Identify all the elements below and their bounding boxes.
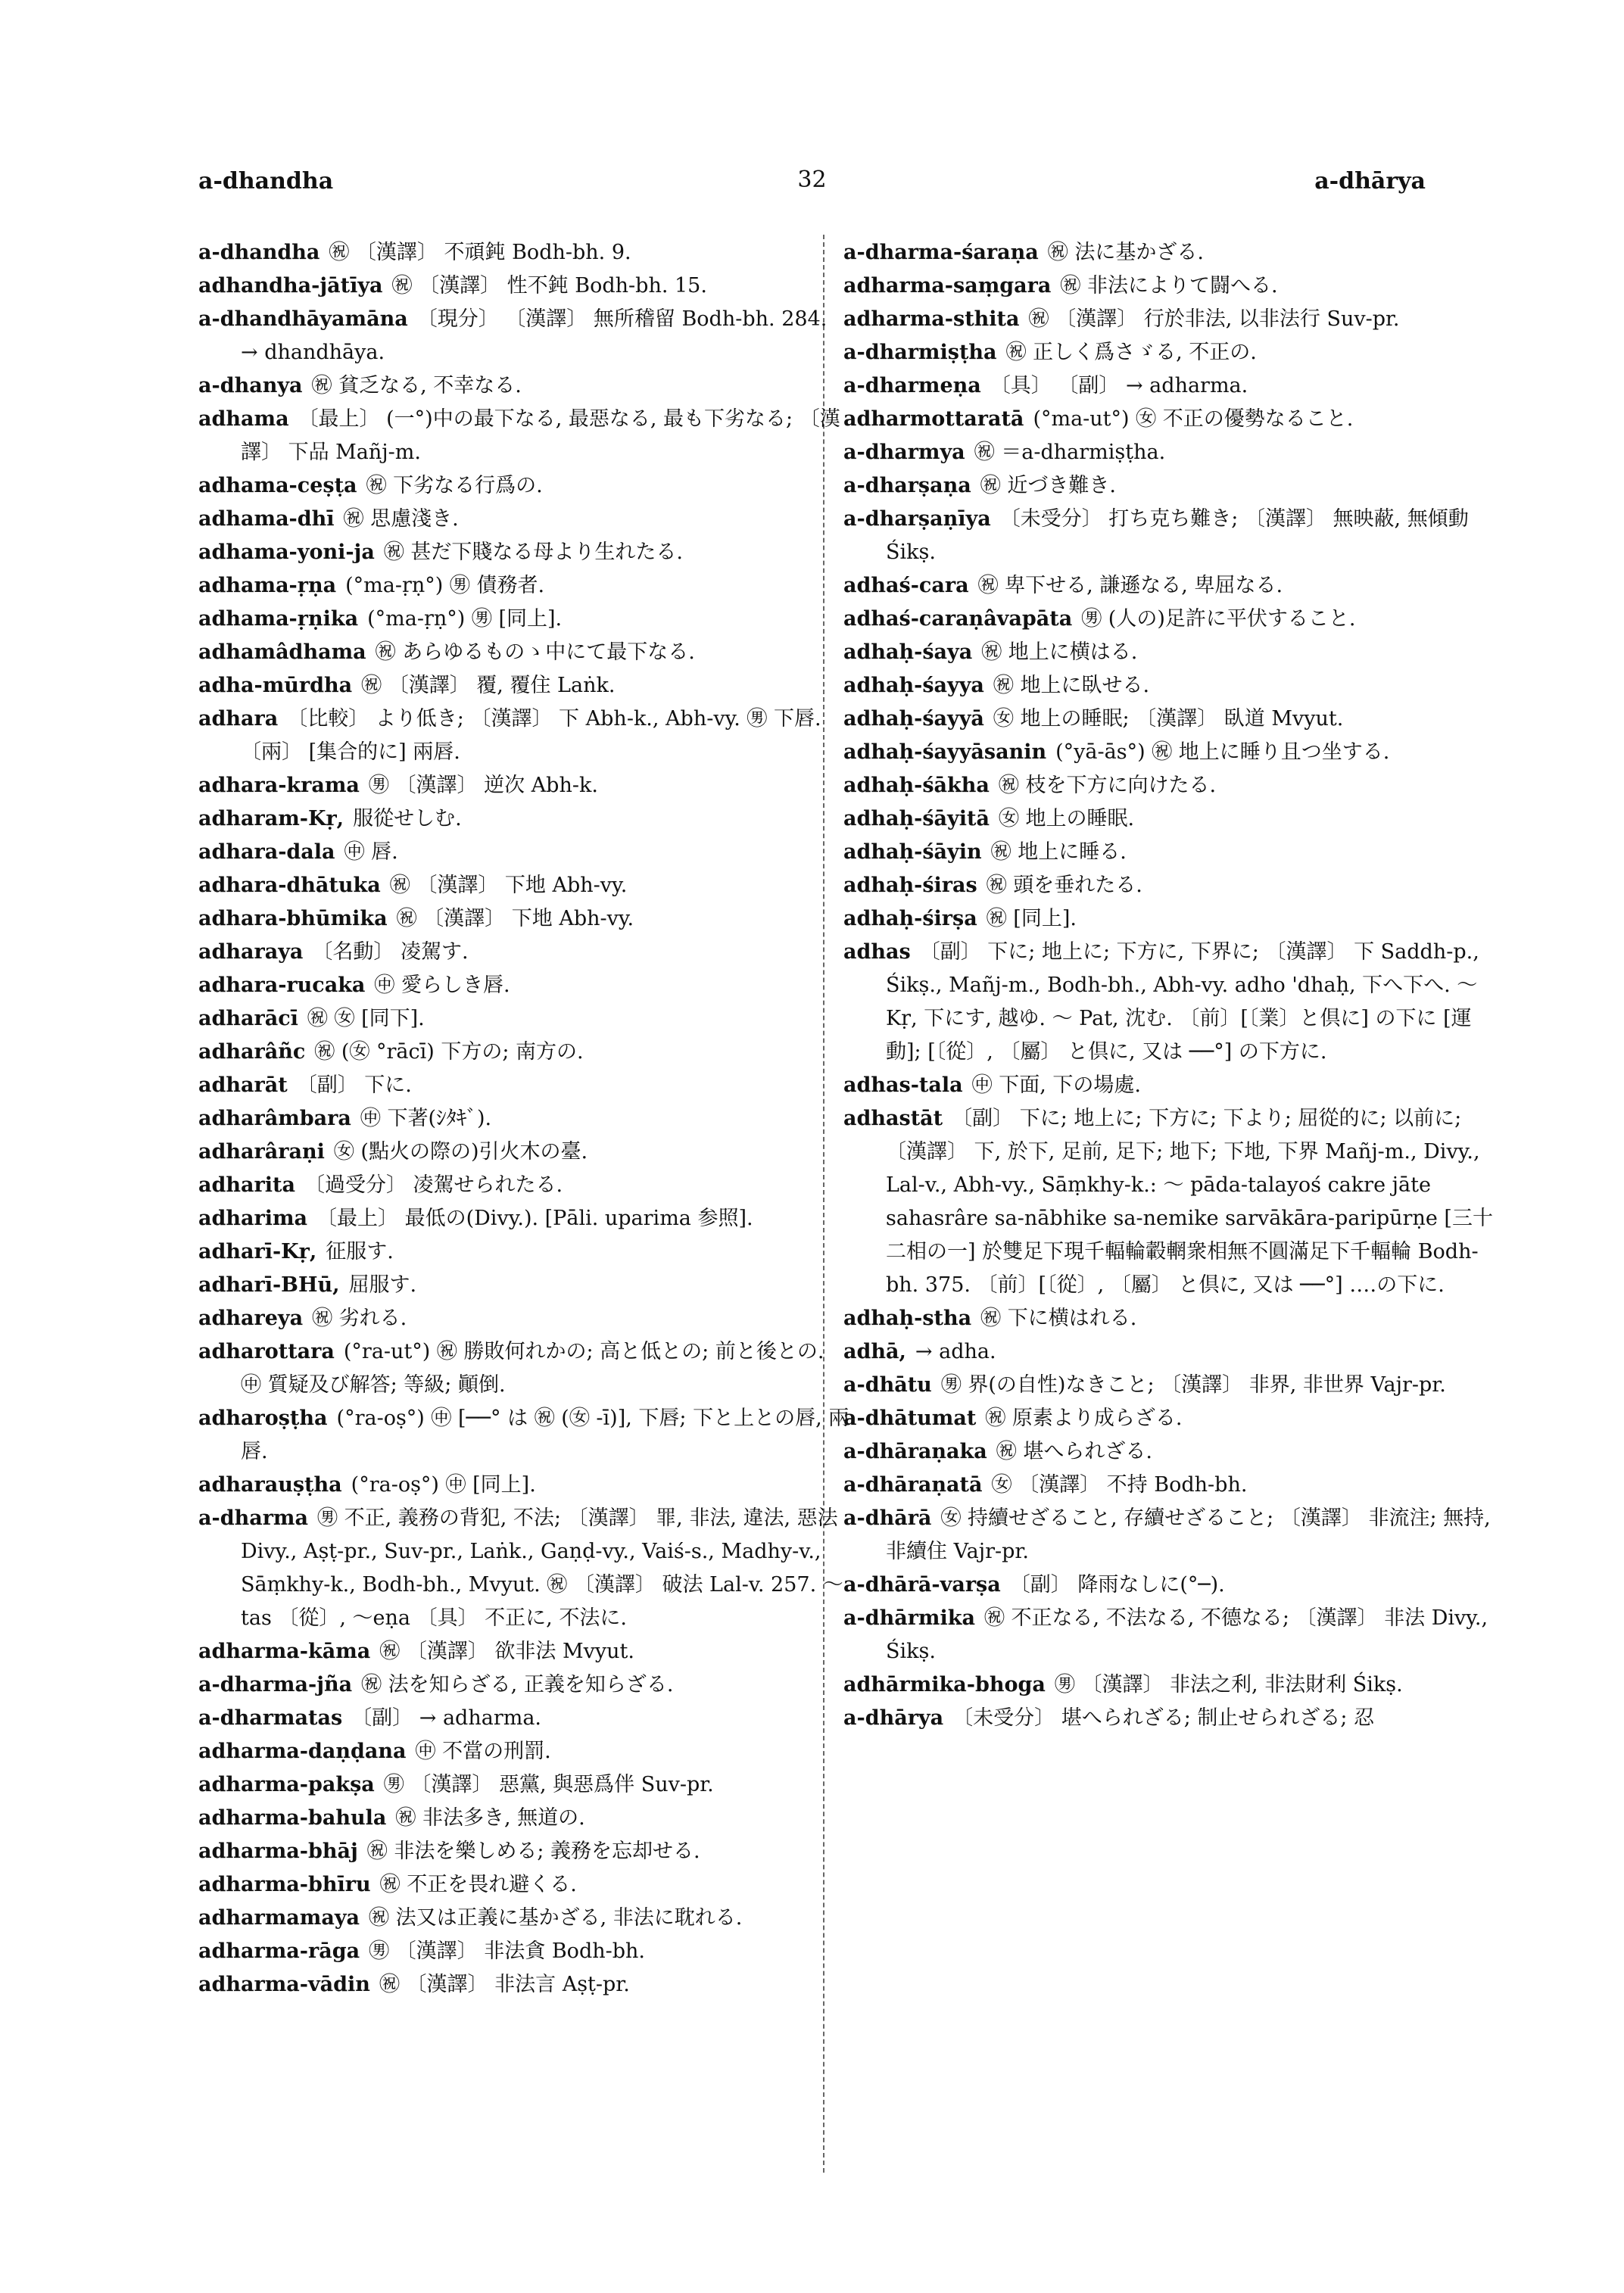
dictionary-entry bbox=[843, 936, 1495, 1069]
entry-headword: a-dharmatas bbox=[198, 1706, 343, 1730]
dictionary-entry bbox=[843, 902, 1495, 936]
entry-headword: adhama-ṛṇika bbox=[198, 607, 359, 631]
entry-headword: adharma-sthita bbox=[843, 307, 1020, 331]
entry-headword: a-dharmya bbox=[843, 441, 965, 464]
dictionary-entry bbox=[198, 1668, 849, 1702]
entry-definition: 〔副〕 降雨なしに(°─). bbox=[1009, 1573, 1225, 1597]
entry-definition: 〔未受分〕 打ち克ち難き; 〔漢譯〕 無映蔽, 無傾動 Śikṣ. bbox=[886, 507, 1469, 564]
entry-headword: adhā, bbox=[843, 1340, 906, 1363]
dictionary-entry bbox=[198, 1768, 849, 1802]
entry-definition: ㊗ (㊛ °rācī) 下方の; 南方の. bbox=[314, 1040, 584, 1064]
entry-headword: adhaś-caraṇâvapāta bbox=[843, 607, 1073, 631]
dictionary-entry bbox=[843, 1569, 1495, 1602]
dictionary-entry bbox=[198, 1136, 849, 1169]
entry-definition: ㊗ 法に基かざる. bbox=[1047, 241, 1204, 264]
dictionary-entry bbox=[843, 1668, 1495, 1702]
entry-definition: ㊚ (人の)足許に平伏すること. bbox=[1081, 607, 1356, 631]
entry-definition: 〔副〕 下に; 地上に; 下方に; 下より; 屈從的に; 以前に; 〔漢譯〕 下, 於下, 足前, 足下; 地下; 下地, 下界 Mañj-m., Divy., Lal-v., Abh-vy., Sāṃkhy-k.: ～ pāda-talayoś cakre jāte sahasrâre sa-nābhike sa-nemike sarvākāra-paripūrṇe [三十二相の一] 於雙足下現千輻輪轂輞衆相無不圓滿足下千輻輪 Bodh-bh. 375. 〔前〕[〔從〕, 〔屬〕 と倶に, 又は ──°] ‥‥の下に. bbox=[886, 1107, 1493, 1297]
entry-headword: adharima bbox=[198, 1207, 308, 1230]
entry-headword: adharī-Kṛ, bbox=[198, 1240, 317, 1263]
dictionary-entry bbox=[198, 1302, 849, 1335]
dictionary-entry bbox=[843, 236, 1495, 269]
dictionary-entry bbox=[198, 469, 849, 503]
dictionary-entry bbox=[198, 1269, 849, 1302]
entry-headword: adhama-yoni-ja bbox=[198, 541, 375, 564]
dictionary-entry bbox=[843, 802, 1495, 836]
right-column bbox=[843, 236, 1495, 1735]
entry-definition: 〔副〕 下に. bbox=[296, 1073, 412, 1097]
dictionary-entry bbox=[198, 1235, 849, 1269]
entry-headword: adharâraṇi bbox=[198, 1140, 325, 1164]
entry-headword: adhandha-jātīya bbox=[198, 274, 383, 298]
entry-headword: adharma-bhīru bbox=[198, 1873, 371, 1896]
entry-headword: a-dhāraṇaka bbox=[843, 1440, 987, 1463]
entry-headword: adharma-vādin bbox=[198, 1973, 370, 1996]
entry-headword: adhama bbox=[198, 407, 289, 431]
entry-headword: adhaś-cara bbox=[843, 574, 969, 597]
entry-headword: adharma-pakṣa bbox=[198, 1773, 375, 1796]
entry-headword: a-dhanya bbox=[198, 374, 303, 397]
dictionary-entry bbox=[198, 1102, 849, 1136]
entry-headword: adhas-tala bbox=[843, 1073, 963, 1097]
entry-headword: adhaḥ-śayyā bbox=[843, 707, 984, 731]
dictionary-entry bbox=[198, 636, 849, 669]
entry-definition: 〔副〕 → adharma. bbox=[351, 1706, 542, 1730]
dictionary-entry bbox=[198, 902, 849, 936]
dictionary-entry bbox=[843, 303, 1495, 336]
dictionary-entry bbox=[198, 1202, 849, 1235]
dictionary-entry bbox=[198, 1069, 849, 1102]
entry-definition: ㊗ 地上に睡る. bbox=[990, 840, 1127, 864]
entry-definition: ㊚ 〔漢譯〕 惡黨, 與惡爲伴 Suv-pr. bbox=[383, 1773, 714, 1796]
entry-headword: adharma-saṃgara bbox=[843, 274, 1052, 298]
dictionary-entry bbox=[198, 1335, 849, 1402]
entry-definition: ㊛ 地上の睡眠. bbox=[998, 807, 1135, 830]
entry-headword: adhas bbox=[843, 940, 911, 964]
entry-definition: ㊗ 地上に臥せる. bbox=[993, 674, 1150, 697]
entry-definition: ㊚ 〔漢譯〕 逆次 Abh-k. bbox=[368, 774, 598, 797]
dictionary-entry bbox=[843, 1369, 1495, 1402]
dictionary-entry bbox=[198, 769, 849, 802]
dictionary-entry bbox=[198, 703, 849, 769]
entry-headword: adhaḥ-śayya bbox=[843, 674, 984, 697]
entry-headword: a-dharma-jña bbox=[198, 1673, 353, 1696]
entry-definition: ㊗ 〔漢譯〕 性不鈍 Bodh-bh. 15. bbox=[391, 274, 707, 298]
entry-definition: ㊗ 貧乏なる, 不幸なる. bbox=[311, 374, 522, 397]
entry-headword: a-dhārā bbox=[843, 1506, 932, 1530]
dictionary-entry bbox=[198, 403, 849, 469]
dictionary-entry bbox=[198, 269, 849, 303]
entry-definition: ㊗ あらゆるものゝ中にて最下なる. bbox=[375, 640, 695, 664]
entry-headword: adharâñc bbox=[198, 1040, 306, 1064]
entry-definition: 〔名動〕 凌駕す. bbox=[312, 940, 469, 964]
dictionary-entry bbox=[198, 969, 849, 1002]
dictionary-entry bbox=[198, 1802, 849, 1835]
entry-headword: adhara-rucaka bbox=[198, 974, 366, 997]
entry-definition: ㊗ 〔漢譯〕 覆, 覆住 Laṅk. bbox=[361, 674, 616, 697]
dictionary-entry bbox=[843, 1069, 1495, 1102]
page-header bbox=[198, 168, 1426, 198]
entry-headword: adhara-krama bbox=[198, 774, 360, 797]
entry-definition: ㊚ 〔漢譯〕 非法貪 Bodh-bh. bbox=[369, 1939, 645, 1963]
entry-headword: adhareya bbox=[198, 1307, 304, 1330]
entry-definition: ㊥ 愛らしき唇. bbox=[374, 974, 510, 997]
entry-definition: 征服す. bbox=[326, 1240, 394, 1263]
entry-definition: ㊗ 非法によりて闘へる. bbox=[1060, 274, 1278, 298]
dictionary-entry bbox=[843, 369, 1495, 403]
entry-definition: ㊗ 枝を下方に向けたる. bbox=[998, 774, 1217, 797]
entry-headword: adharâmbara bbox=[198, 1107, 351, 1130]
entry-headword: adharmamaya bbox=[198, 1906, 360, 1930]
entry-headword: adhaḥ-śiras bbox=[843, 874, 977, 897]
dictionary-entry bbox=[843, 636, 1495, 669]
dictionary-entry bbox=[198, 1735, 849, 1768]
entry-definition: ㊗ 〔漢譯〕 不頑鈍 Bodh-bh. 9. bbox=[329, 241, 631, 264]
entry-headword: adharmottaratā bbox=[843, 407, 1024, 431]
dictionary-entry bbox=[843, 869, 1495, 902]
entry-definition: ㊛ (點火の際の)引火木の臺. bbox=[333, 1140, 588, 1164]
entry-headword: a-dhāraṇatā bbox=[843, 1473, 983, 1497]
entry-definition: ㊗ 下劣なる行爲の. bbox=[366, 474, 543, 497]
entry-definition: ㊛ 持續せざること, 存續せざること; 〔漢譯〕 非流注; 無持, 非續住 Vajr-pr. bbox=[886, 1506, 1491, 1563]
entry-definition: ㊗ 劣れる. bbox=[312, 1307, 407, 1330]
dictionary-entry bbox=[843, 836, 1495, 869]
entry-definition: ㊗ 〔漢譯〕 行於非法, 以非法行 Suv-pr. bbox=[1028, 307, 1400, 331]
entry-headword: a-dhandha bbox=[198, 241, 320, 264]
entry-definition: (°yā-ās°) ㊗ 地上に睡り且つ坐する. bbox=[1055, 740, 1390, 764]
entry-headword: adharauṣṭha bbox=[198, 1473, 342, 1497]
dictionary-entry bbox=[843, 469, 1495, 503]
dictionary-entry bbox=[198, 1635, 849, 1668]
entry-definition: ㊗ 〔漢譯〕 下地 Abh-vy. bbox=[396, 907, 634, 930]
dictionary-entry bbox=[198, 869, 849, 902]
entry-headword: a-dhātu bbox=[843, 1373, 932, 1397]
dictionary-entry bbox=[843, 1435, 1495, 1469]
entry-headword: a-dhārmika bbox=[843, 1606, 975, 1630]
dictionary-entry bbox=[198, 503, 849, 536]
entry-definition: ㊗ 堪へられざる. bbox=[996, 1440, 1152, 1463]
entry-definition: (°ma-ṛṇ°) ㊚ [同上]. bbox=[367, 607, 563, 631]
dictionary-entry bbox=[843, 769, 1495, 802]
entry-headword: a-dhandhāyamāna bbox=[198, 307, 408, 331]
dictionary-entry bbox=[198, 1002, 849, 1036]
entry-definition: ㊗ 法又は正義に基かざる, 非法に耽れる. bbox=[369, 1906, 743, 1930]
entry-headword: adhaḥ-śākha bbox=[843, 774, 990, 797]
entry-headword: adhaḥ-śāyitā bbox=[843, 807, 990, 830]
dictionary-entry bbox=[198, 1402, 849, 1469]
dictionary-entry bbox=[843, 603, 1495, 636]
dictionary-entry bbox=[198, 802, 849, 836]
dictionary-entry bbox=[198, 836, 849, 869]
dictionary-entry bbox=[198, 1902, 849, 1935]
entry-headword: a-dharmiṣṭha bbox=[843, 341, 997, 364]
entry-headword: adhara-bhūmika bbox=[198, 907, 388, 930]
entry-definition: (°ra-ut°) ㊗ 勝敗何れかの; 高と低との; 前と後との. ㊥ 質疑及び解答; 等級; 顚倒. bbox=[241, 1340, 824, 1397]
dictionary-entry bbox=[843, 1469, 1495, 1502]
entry-headword: adharāt bbox=[198, 1073, 288, 1097]
dictionary-entry bbox=[198, 1469, 849, 1502]
entry-definition: ㊚ 不正, 義務の背犯, 不法; 〔漢譯〕 罪, 非法, 違法, 惡法 Divy., Aṣṭ-pr., Suv-pr., Laṅk., Gaṇḍ-vy., Vaiś-s., Madhy-v., Sāṃkhy-k., Bodh-bh., Mvyut. ㊗ 〔漢譯〕 破法 Lal-v. 257. ～tas 〔從〕, ～eṇa 〔具〕 不正に, 不法に. bbox=[241, 1506, 843, 1630]
entry-definition: ㊗ 非法を樂しめる; 義務を忘却せる. bbox=[366, 1840, 700, 1863]
entry-headword: a-dharmeṇa bbox=[843, 374, 981, 397]
entry-definition: ㊥ 不當の刑罰. bbox=[415, 1740, 551, 1763]
entry-definition: ㊗ 甚だ下賤なる母より生れたる. bbox=[383, 541, 683, 564]
dictionary-entry bbox=[843, 503, 1495, 569]
entry-definition: ㊥ 下著(ｼﾀｷﾞ). bbox=[360, 1107, 492, 1130]
entry-definition: ㊛ 地上の睡眠; 〔漢譯〕 臥道 Mvyut. bbox=[993, 707, 1344, 731]
dictionary-entry bbox=[843, 336, 1495, 369]
entry-definition: (°ma-ut°) ㊛ 不正の優勢なること. bbox=[1033, 407, 1354, 431]
entry-headword: adharita bbox=[198, 1173, 295, 1197]
entry-headword: a-dhārya bbox=[843, 1706, 944, 1730]
dictionary-entry bbox=[843, 736, 1495, 769]
entry-headword: adhaḥ-stha bbox=[843, 1307, 972, 1330]
entry-headword: adharma-bahula bbox=[198, 1806, 387, 1830]
dictionary-entry bbox=[198, 1169, 849, 1202]
entry-headword: a-dhātumat bbox=[843, 1407, 977, 1430]
dictionary-entry bbox=[843, 1302, 1495, 1335]
entry-definition: 屈服す. bbox=[348, 1273, 417, 1297]
entry-definition: ㊗ 原素より成らざる. bbox=[985, 1407, 1183, 1430]
entry-headword: adhastāt bbox=[843, 1107, 943, 1130]
entry-definition: ㊗ 思慮淺き. bbox=[343, 507, 459, 531]
dictionary-entry bbox=[843, 1502, 1495, 1569]
left-column bbox=[198, 236, 849, 2002]
dictionary-entry bbox=[198, 236, 849, 269]
dictionary-entry bbox=[198, 936, 849, 969]
entry-headword: adhārmika-bhoga bbox=[843, 1673, 1046, 1696]
entry-definition: 〔副〕 下に; 地上に; 下方に, 下界に; 〔漢譯〕 下 Saddh-p., Śikṣ., Mañj-m., Bodh-bh., Abh-vy. adho 'dhaḥ, 下へ下へ. ～ Kṛ, 下にす, 越ゆ. ～ Pat, 沈む. 〔前〕[〔業〕と倶に] の下に [運動]; [〔從〕, 〔屬〕 と倶に, 又は ──°] の下方に. bbox=[886, 940, 1479, 1064]
entry-definition: ㊗ 地上に横はる. bbox=[981, 640, 1138, 664]
entry-headword: adharma-bhāj bbox=[198, 1840, 358, 1863]
entry-headword: adha-mūrdha bbox=[198, 674, 353, 697]
dictionary-entry bbox=[198, 1502, 849, 1635]
dictionary-entry bbox=[198, 669, 849, 703]
entry-headword: a-dharṣaṇa bbox=[843, 474, 971, 497]
entry-definition: ㊗ 正しく爲さゞる, 不正の. bbox=[1005, 341, 1257, 364]
entry-headword: adhaḥ-śayyāsanin bbox=[843, 740, 1047, 764]
dictionary-entry bbox=[198, 1935, 849, 1968]
entry-definition: ㊗ 不正を畏れ避くる. bbox=[379, 1873, 577, 1896]
entry-definition: ㊚ 界(の自性)なきこと; 〔漢譯〕 非界, 非世界 Vajr-pr. bbox=[940, 1373, 1446, 1397]
entry-definition: → adha. bbox=[915, 1340, 996, 1363]
dictionary-entry bbox=[198, 1868, 849, 1902]
entry-headword: adharī-BHū, bbox=[198, 1273, 340, 1297]
header-right-guide-word: a-dhārya bbox=[1314, 168, 1426, 195]
dictionary-entry bbox=[198, 303, 849, 369]
entry-headword: adharoṣṭha bbox=[198, 1407, 328, 1430]
entry-headword: adhaḥ-śirṣa bbox=[843, 907, 977, 930]
entry-definition: (°ra-oṣ°) ㊥ [──° は ㊗ (㊛ -ī)], 下唇; 下と上との唇, 兩唇. bbox=[241, 1407, 849, 1463]
entry-headword: adharma-kāma bbox=[198, 1640, 371, 1663]
entry-definition: ㊗ 近づき難き. bbox=[980, 474, 1116, 497]
dictionary-entry bbox=[843, 403, 1495, 436]
entry-headword: a-dharṣaṇīya bbox=[843, 507, 991, 531]
entry-definition: 〔過受分〕 凌駕せられたる. bbox=[304, 1173, 563, 1197]
entry-definition: ㊗ 卑下せる, 謙遜なる, 卑屈なる. bbox=[977, 574, 1283, 597]
entry-definition: 〔最上〕 (一°)中の最下なる, 最惡なる, 最も下劣なる; 〔漢譯〕 下品 Mañj-m. bbox=[241, 407, 840, 464]
entry-definition: 〔未受分〕 堪へられざる; 制止せられざる; 忍 bbox=[952, 1706, 1375, 1730]
entry-definition: ㊗ 〔漢譯〕 下地 Abh-vy. bbox=[389, 874, 628, 897]
entry-headword: a-dharma bbox=[198, 1506, 308, 1530]
dictionary-entry bbox=[198, 1835, 849, 1868]
entry-headword: adhama-ṛṇa bbox=[198, 574, 337, 597]
entry-headword: a-dhārā-varṣa bbox=[843, 1573, 1001, 1597]
entry-definition: ㊗ 非法多き, 無道の. bbox=[395, 1806, 585, 1830]
dictionary-entry bbox=[198, 1968, 849, 2002]
entry-headword: adhamâdhama bbox=[198, 640, 366, 664]
entry-definition: ㊚ 〔漢譯〕 非法之利, 非法財利 Śikṣ. bbox=[1054, 1673, 1403, 1696]
entry-headword: adhama-dhī bbox=[198, 507, 335, 531]
entry-headword: adhaḥ-śaya bbox=[843, 640, 973, 664]
entry-headword: adhama-ceṣṭa bbox=[198, 474, 357, 497]
entry-definition: ㊗ ㊛ [同下]. bbox=[307, 1007, 425, 1030]
entry-definition: ㊥ 唇. bbox=[344, 840, 398, 864]
entry-definition: ㊥ 下面, 下の場處. bbox=[971, 1073, 1141, 1097]
entry-definition: 〔比較〕 より低き; 〔漢譯〕 下 Abh-k., Abh-vy. ㊚ 下唇. 〔兩〕 [集合的に] 兩唇. bbox=[241, 707, 821, 764]
entry-definition: 服從せしむ. bbox=[353, 807, 462, 830]
dictionary-entry bbox=[843, 1402, 1495, 1435]
dictionary-entry bbox=[198, 1702, 849, 1735]
page-number: 32 bbox=[797, 167, 827, 193]
entry-headword: adharam-Kṛ, bbox=[198, 807, 344, 830]
entry-headword: adharācī bbox=[198, 1007, 298, 1030]
dictionary-entry bbox=[198, 369, 849, 403]
entry-definition: 〔具〕 〔副〕 → adharma. bbox=[990, 374, 1248, 397]
entry-headword: adharma-daṇḍana bbox=[198, 1740, 407, 1763]
entry-headword: adharottara bbox=[198, 1340, 335, 1363]
entry-definition: (°ra-oṣ°) ㊥ [同上]. bbox=[351, 1473, 536, 1497]
dictionary-entry bbox=[843, 1335, 1495, 1369]
entry-definition: ㊗ ＝a-dharmiṣṭha. bbox=[974, 441, 1166, 464]
entry-definition: ㊗ 不正なる, 不法なる, 不德なる; 〔漢譯〕 非法 Divy., Śikṣ. bbox=[886, 1606, 1488, 1663]
dictionary-entry bbox=[843, 703, 1495, 736]
entry-headword: adharma-rāga bbox=[198, 1939, 360, 1963]
dictionary-entry bbox=[198, 603, 849, 636]
entry-definition: ㊗ 〔漢譯〕 欲非法 Mvyut. bbox=[379, 1640, 634, 1663]
entry-headword: adharaya bbox=[198, 940, 304, 964]
dictionary-entry bbox=[198, 569, 849, 603]
entry-headword: adhara bbox=[198, 707, 279, 731]
entry-headword: adhara-dala bbox=[198, 840, 335, 864]
entry-headword: adhaḥ-śāyin bbox=[843, 840, 982, 864]
entry-definition: (°ma-ṛṇ°) ㊚ 債務者. bbox=[345, 574, 545, 597]
entry-definition: 〔現分〕 〔漢譯〕 無所稽留 Bodh-bh. 284. → dhandhāya. bbox=[241, 307, 828, 364]
header-left-guide-word: a-dhandha bbox=[198, 168, 334, 195]
entry-headword: a-dharma-śaraṇa bbox=[843, 241, 1039, 264]
dictionary-entry bbox=[843, 1702, 1495, 1735]
entry-definition: ㊗ 頭を垂れたる. bbox=[986, 874, 1142, 897]
entry-definition: 〔最上〕 最低の(Divy.). [Pāli. uparima 参照]. bbox=[316, 1207, 753, 1230]
dictionary-entry bbox=[843, 569, 1495, 603]
dictionary-entry bbox=[198, 536, 849, 569]
entry-definition: ㊗ 法を知らざる, 正義を知らざる. bbox=[361, 1673, 674, 1696]
entry-definition: ㊗ 下に横はれる. bbox=[980, 1307, 1137, 1330]
dictionary-entry bbox=[843, 436, 1495, 469]
entry-definition: ㊗ [同上]. bbox=[986, 907, 1077, 930]
dictionary-entry bbox=[843, 1602, 1495, 1668]
dictionary-entry bbox=[843, 269, 1495, 303]
entry-definition: ㊛ 〔漢譯〕 不持 Bodh-bh. bbox=[991, 1473, 1248, 1497]
entry-headword: adhara-dhātuka bbox=[198, 874, 381, 897]
dictionary-entry bbox=[843, 1102, 1495, 1302]
dictionary-entry bbox=[198, 1036, 849, 1069]
entry-definition: ㊗ 〔漢譯〕 非法言 Aṣṭ-pr. bbox=[379, 1973, 630, 1996]
dictionary-entry bbox=[843, 669, 1495, 703]
